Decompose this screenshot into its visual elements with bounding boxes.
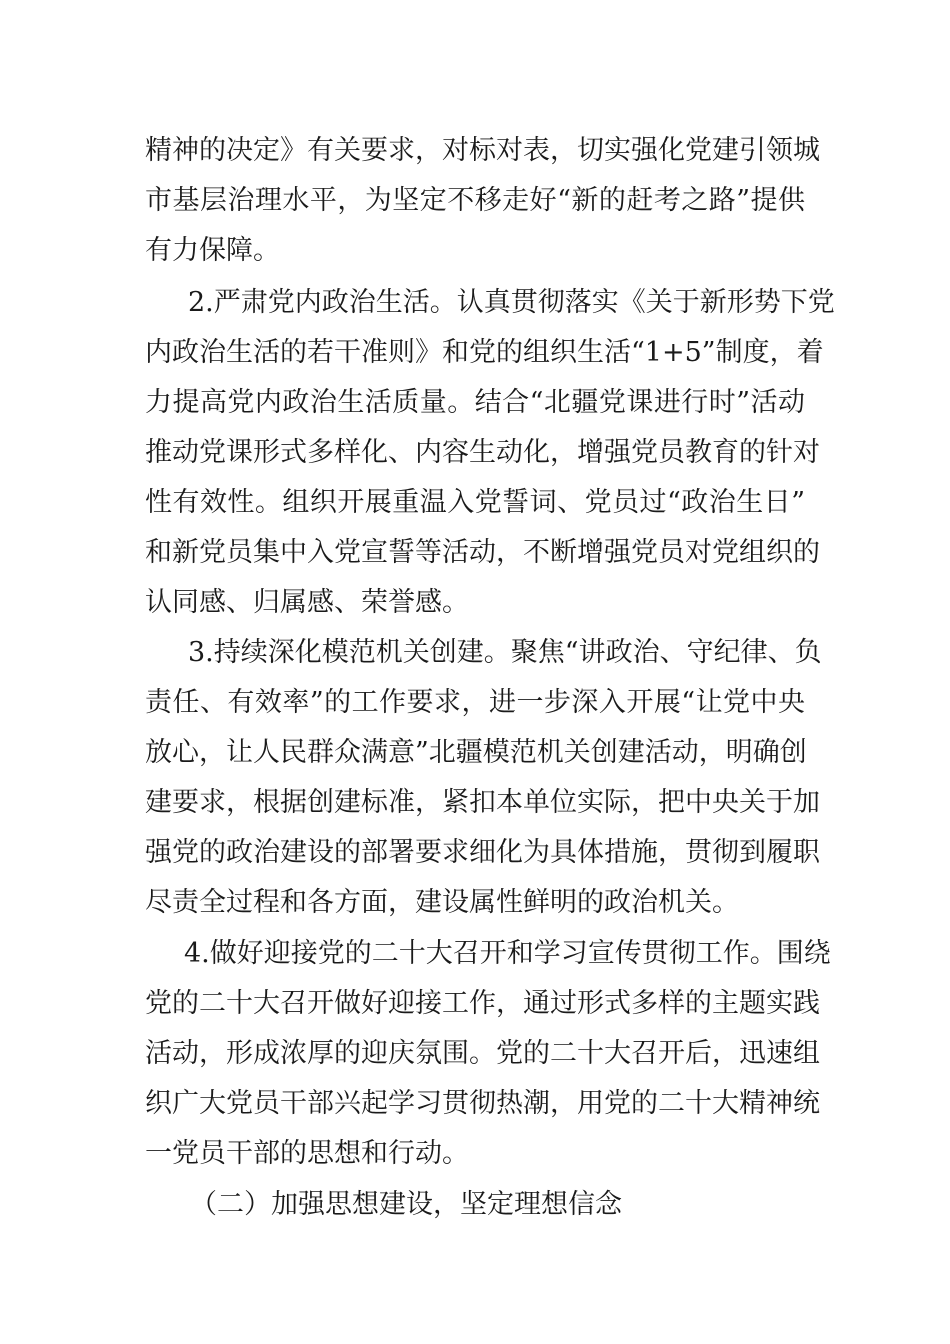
paragraph-line: 认同感、归属感、荣誉感。	[145, 587, 469, 618]
paragraph-line: 织广大党员干部兴起学习贯彻热潮，用党的二十大精神统	[145, 1088, 820, 1119]
paragraph-line: 市基层治理水平，为坚定不移走好“新的赶考之路”提供	[145, 185, 805, 216]
paragraph-line: 一党员干部的思想和行动。	[145, 1138, 469, 1169]
paragraph-line: 3.持续深化模范机关创建。聚焦“讲政治、守纪律、负	[188, 637, 822, 668]
paragraph-line: 推动党课形式多样化、内容生动化，增强党员教育的针对	[145, 437, 820, 468]
paragraph-line: 放心，让人民群众满意”北疆模范机关创建活动，明确创	[145, 737, 807, 768]
paragraph-line: 和新党员集中入党宣誓等活动，不断增强党员对党组织的	[145, 537, 820, 568]
paragraph-line: 性有效性。组织开展重温入党誓词、党员过“政治生日”	[145, 487, 805, 518]
paragraph-line: 2.严肃党内政治生活。认真贯彻落实《关于新形势下党	[188, 287, 835, 318]
section-heading: （二）加强思想建设，坚定理想信念	[190, 1189, 622, 1220]
paragraph-line: 力提高党内政治生活质量。结合“北疆党课进行时”活动	[145, 387, 805, 418]
paragraph-line: 内政治生活的若干准则》和党的组织生活“1+5”制度，着	[145, 337, 824, 368]
paragraph-line: 活动，形成浓厚的迎庆氛围。党的二十大召开后，迅速组	[145, 1038, 820, 1069]
paragraph-line: 强党的政治建设的部署要求细化为具体措施，贯彻到履职	[145, 837, 820, 868]
paragraph-line: 尽责全过程和各方面，建设属性鲜明的政治机关。	[145, 887, 739, 918]
paragraph-line: 精神的决定》有关要求，对标对表，切实强化党建引领城	[145, 135, 820, 166]
paragraph-line: 责任、有效率”的工作要求，进一步深入开展“让党中央	[145, 687, 805, 718]
paragraph-line: 有力保障。	[145, 235, 280, 266]
paragraph-line: 党的二十大召开做好迎接工作，通过形式多样的主题实践	[145, 988, 820, 1019]
paragraph-line: 4.做好迎接党的二十大召开和学习宣传贯彻工作。围绕	[184, 938, 831, 969]
paragraph-line: 建要求，根据创建标准，紧扣本单位实际，把中央关于加	[145, 787, 820, 818]
